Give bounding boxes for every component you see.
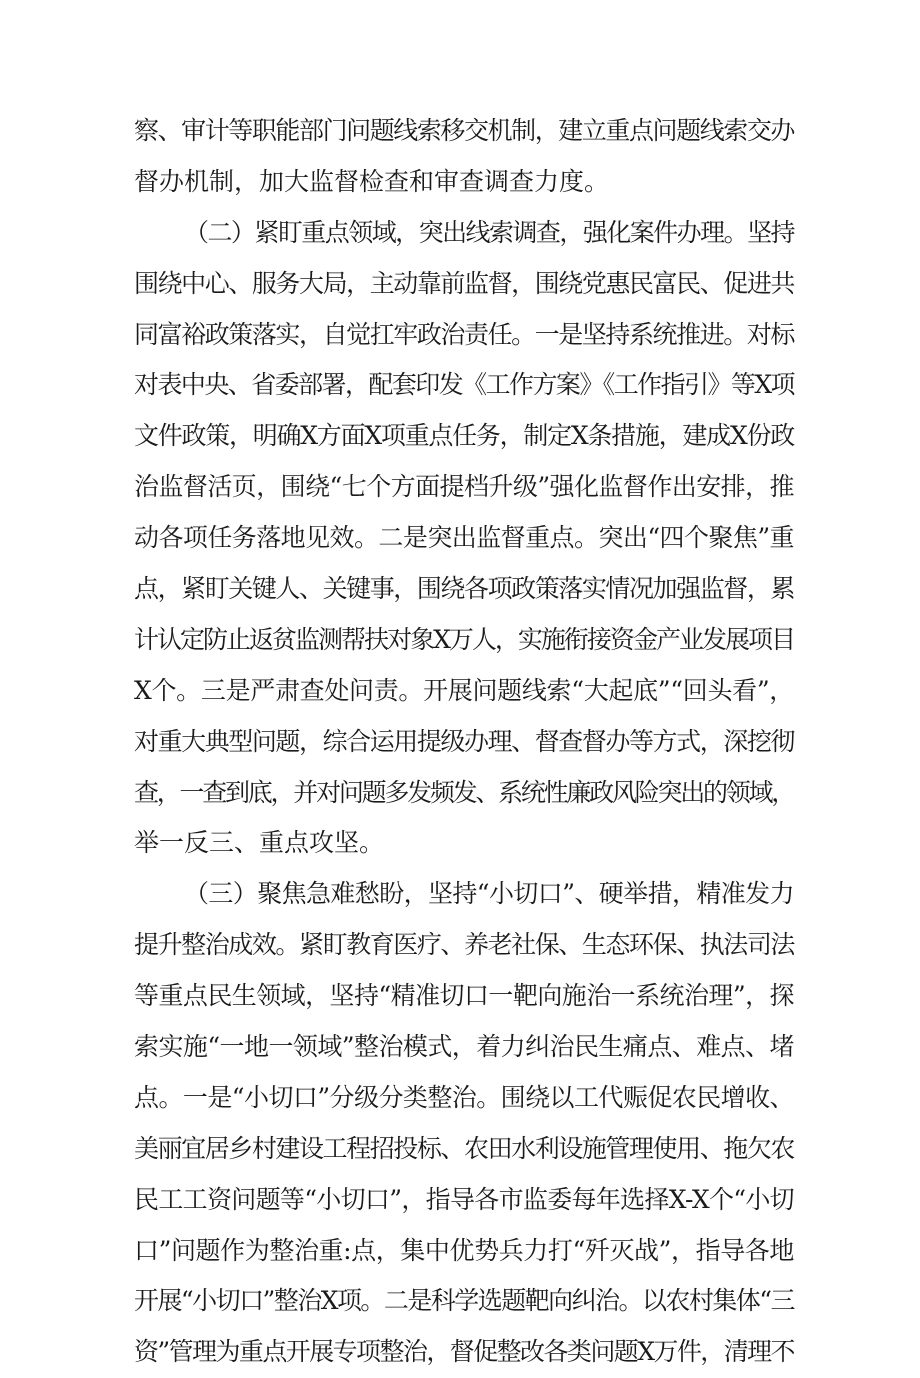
text-line: 提升整治成效。紧盯教育医疗、养老社保、生态环保、执法司法 [134, 930, 794, 960]
text-line: 督办机制，加大监督检查和审查调查力度。 [134, 166, 610, 196]
text-line: 动各项任务落地见效。二是突出监督重点。突出“四个聚焦”重 [134, 523, 794, 553]
text-line: 开展“小切口”整治X项。二是科学选题靶向纠治。以农村集体“三 [134, 1286, 794, 1316]
text-line: 点，紧盯关键人、关键事，围绕各项政策落实情况加强监督，累 [134, 574, 794, 604]
text-line: 计认定防止返贫监测帮扶对象X万人，实施衔接资金产业发展项目 [134, 624, 794, 654]
text-line: 索实施“一地一领域”整治模式，着力纠治民生痛点、难点、堵 [134, 1032, 794, 1062]
text-line: 等重点民生领域，坚持“精准切口一靶向施治一系统治理”，探 [134, 981, 794, 1011]
text-line: 同富裕政策落实，自觉扛牢政治责任。一是坚持系统推进。对标 [134, 319, 794, 349]
text-line: 民工工资问题等“小切口”，指导各市监委每年选择X-X个“小切 [134, 1184, 794, 1214]
text-line: （二）紧盯重点领域，突出线索调查，强化案件办理。坚持 [184, 217, 794, 247]
text-line: 资”管理为重点开展专项整治，督促整改各类问题X万件，清理不 [134, 1337, 794, 1367]
text-line: 对表中央、省委部署，配套印发《工作方案》《工作指引》等X项 [134, 370, 794, 400]
text-line: 围绕中心、服务大局，主动靠前监督，围绕党惠民富民、促进共 [134, 268, 794, 298]
text-line: 举一反三、重点攻坚。 [134, 828, 385, 858]
text-line: （三）聚焦急难愁盼，坚持“小切口”、硬举措，精准发力 [184, 879, 794, 909]
text-line: 察、审计等职能部门问题线索移交机制，建立重点问题线索交办 [134, 116, 794, 145]
text-line: 查，一查到底，并对问题多发频发、系统性廉政风险突出的领域， [134, 777, 794, 807]
text-line: 美丽宜居乡村建设工程招投标、农田水利设施管理使用、拖欠农 [134, 1133, 794, 1163]
text-line: 文件政策，明确X方面X项重点任务，制定X条措施，建成X份政 [134, 421, 794, 451]
text-line: 对重大典型问题，综合运用提级办理、督查督办等方式，深挖彻 [134, 726, 794, 756]
document-body [134, 106, 794, 1378]
text-line: 口”问题作为整治重:点，集中优势兵力打“歼灭战”，指导各地 [134, 1235, 794, 1265]
text-line: X个。三是严肃查处问责。开展问题线索“大起底”“回头看”， [134, 675, 794, 705]
text-line: 治监督活页，围绕“七个方面提档升级”强化监督作出安排，推 [134, 472, 794, 502]
text-line: 点。一是“小切口”分级分类整治。围绕以工代赈促农民增收、 [134, 1082, 794, 1112]
